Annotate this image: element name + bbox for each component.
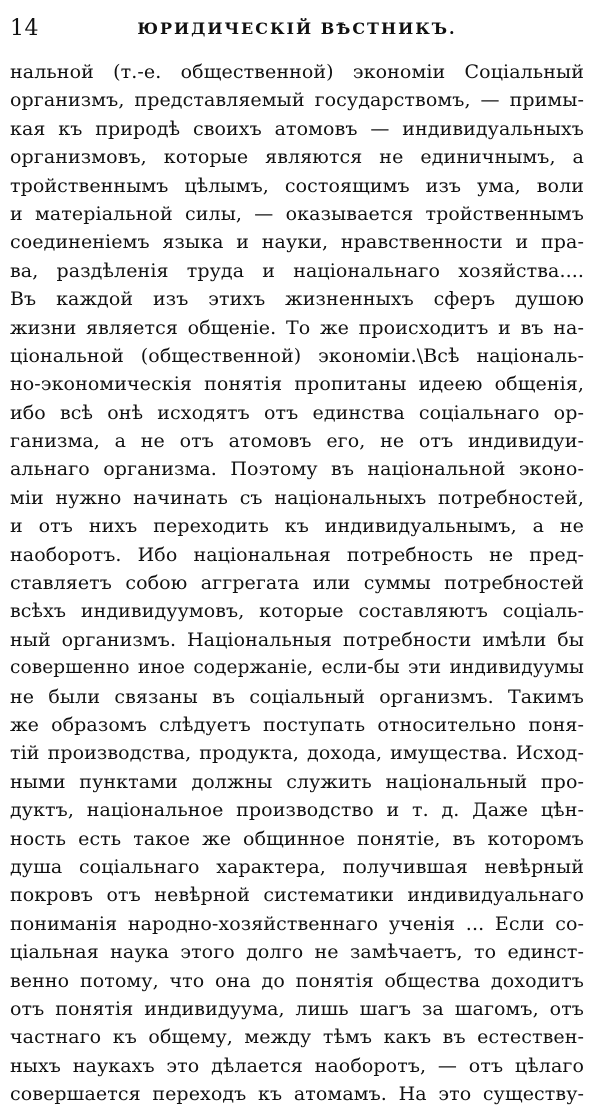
text-line: дуктъ, національное производство и т. д. Даже цѣн- (10, 799, 584, 822)
text-line: ибо всѣ онѣ исходятъ отъ единства соціальнаго ор- (10, 401, 584, 424)
running-title: ЮРИДИЧЕСКІЙ ВѢСТНИКЪ. (137, 19, 457, 38)
text-line: ціональной (общественной) экономіи.\Всѣ національ- (10, 344, 584, 367)
text-line: но-экономическія понятія пропитаны идеею общенія, (10, 373, 584, 396)
text-line: отъ понятія индивидуума, лишь шагъ за шагомъ, отъ (10, 997, 584, 1020)
text-line: альнаго организма. Поэтому въ національной эконо- (10, 458, 584, 481)
text-line: же образомъ слѣдуетъ поступать относительно поня- (10, 713, 584, 736)
text-line: Въ каждой изъ этихъ жизненныхъ сферъ душою (10, 288, 584, 311)
text-line: ганизма, а не отъ атомовъ его, не отъ индивидуи- (10, 430, 584, 453)
text-line: жизни является общеніе. То же происходитъ и въ на- (10, 316, 584, 339)
text-line: не были связаны въ соціальный организмъ. Такимъ (10, 685, 584, 708)
text-line: и матеріальной силы, — оказывается тройственнымъ (10, 202, 584, 225)
text-line: кая къ природѣ своихъ атомовъ — индивидуальныхъ (10, 117, 584, 140)
page-header (10, 14, 584, 44)
text-line: ныхъ наукахъ это дѣлается наоборотъ, — отъ цѣлаго (10, 1054, 584, 1077)
page-number: 14 (10, 16, 39, 41)
body-text (10, 58, 584, 1108)
text-line: ными пунктами должны служить національный про- (10, 770, 584, 793)
text-line: совершенно иное содержаніе, если-бы эти индивидуумы (10, 657, 584, 679)
text-line: ва, раздѣленія труда и національнаго хозяйства.... (10, 259, 584, 282)
text-line: венно потому, что она до понятія общества доходитъ (10, 969, 584, 992)
text-line: и отъ нихъ переходить къ индивидуальнымъ, а не (10, 515, 584, 538)
text-line: ставляетъ собою аггрегата или суммы потребностей (10, 572, 584, 595)
text-line: наоборотъ. Ибо національная потребность не пред- (10, 543, 584, 566)
text-line: частнаго къ общему, между тѣмъ какъ въ естествен- (10, 1026, 584, 1049)
text-line: организмовъ, которые являются не единичнымъ, а (10, 146, 584, 169)
text-line: нальной (т.-е. общественной) экономіи Соціальный (10, 61, 584, 83)
text-line: организмъ, представляемый государствомъ, — примы- (10, 89, 584, 112)
text-line: покровъ отъ невѣрной систематики индивидуальнаго (10, 884, 584, 907)
text-line: міи нужно начинать съ національныхъ потребностей, (10, 486, 584, 509)
text-line: ный организмъ. Національныя потребности имѣли бы (10, 628, 584, 651)
text-line: ность есть такое же общинное понятіе, въ которомъ (10, 827, 584, 850)
text-line: соединеніемъ языка и науки, нравственности и пра- (10, 231, 584, 254)
text-line: душа соціальнаго характера, получившая невѣрный (10, 855, 584, 878)
text-line: совершается переходъ къ атомамъ. На это существу- (10, 1083, 584, 1106)
text-line: всѣхъ индивидуумовъ, которые составляютъ соціаль- (10, 600, 584, 623)
text-line: пониманія народно-хозяйственнаго ученія ... Если со- (10, 912, 584, 935)
text-line: ціальная наука этого долго не замѣчаетъ, то единст- (10, 941, 584, 964)
text-line: тройственнымъ цѣлымъ, состоящимъ изъ ума, воли (10, 174, 584, 197)
text-line: тій производства, продукта, дохода, имущества. Исход- (10, 742, 584, 765)
